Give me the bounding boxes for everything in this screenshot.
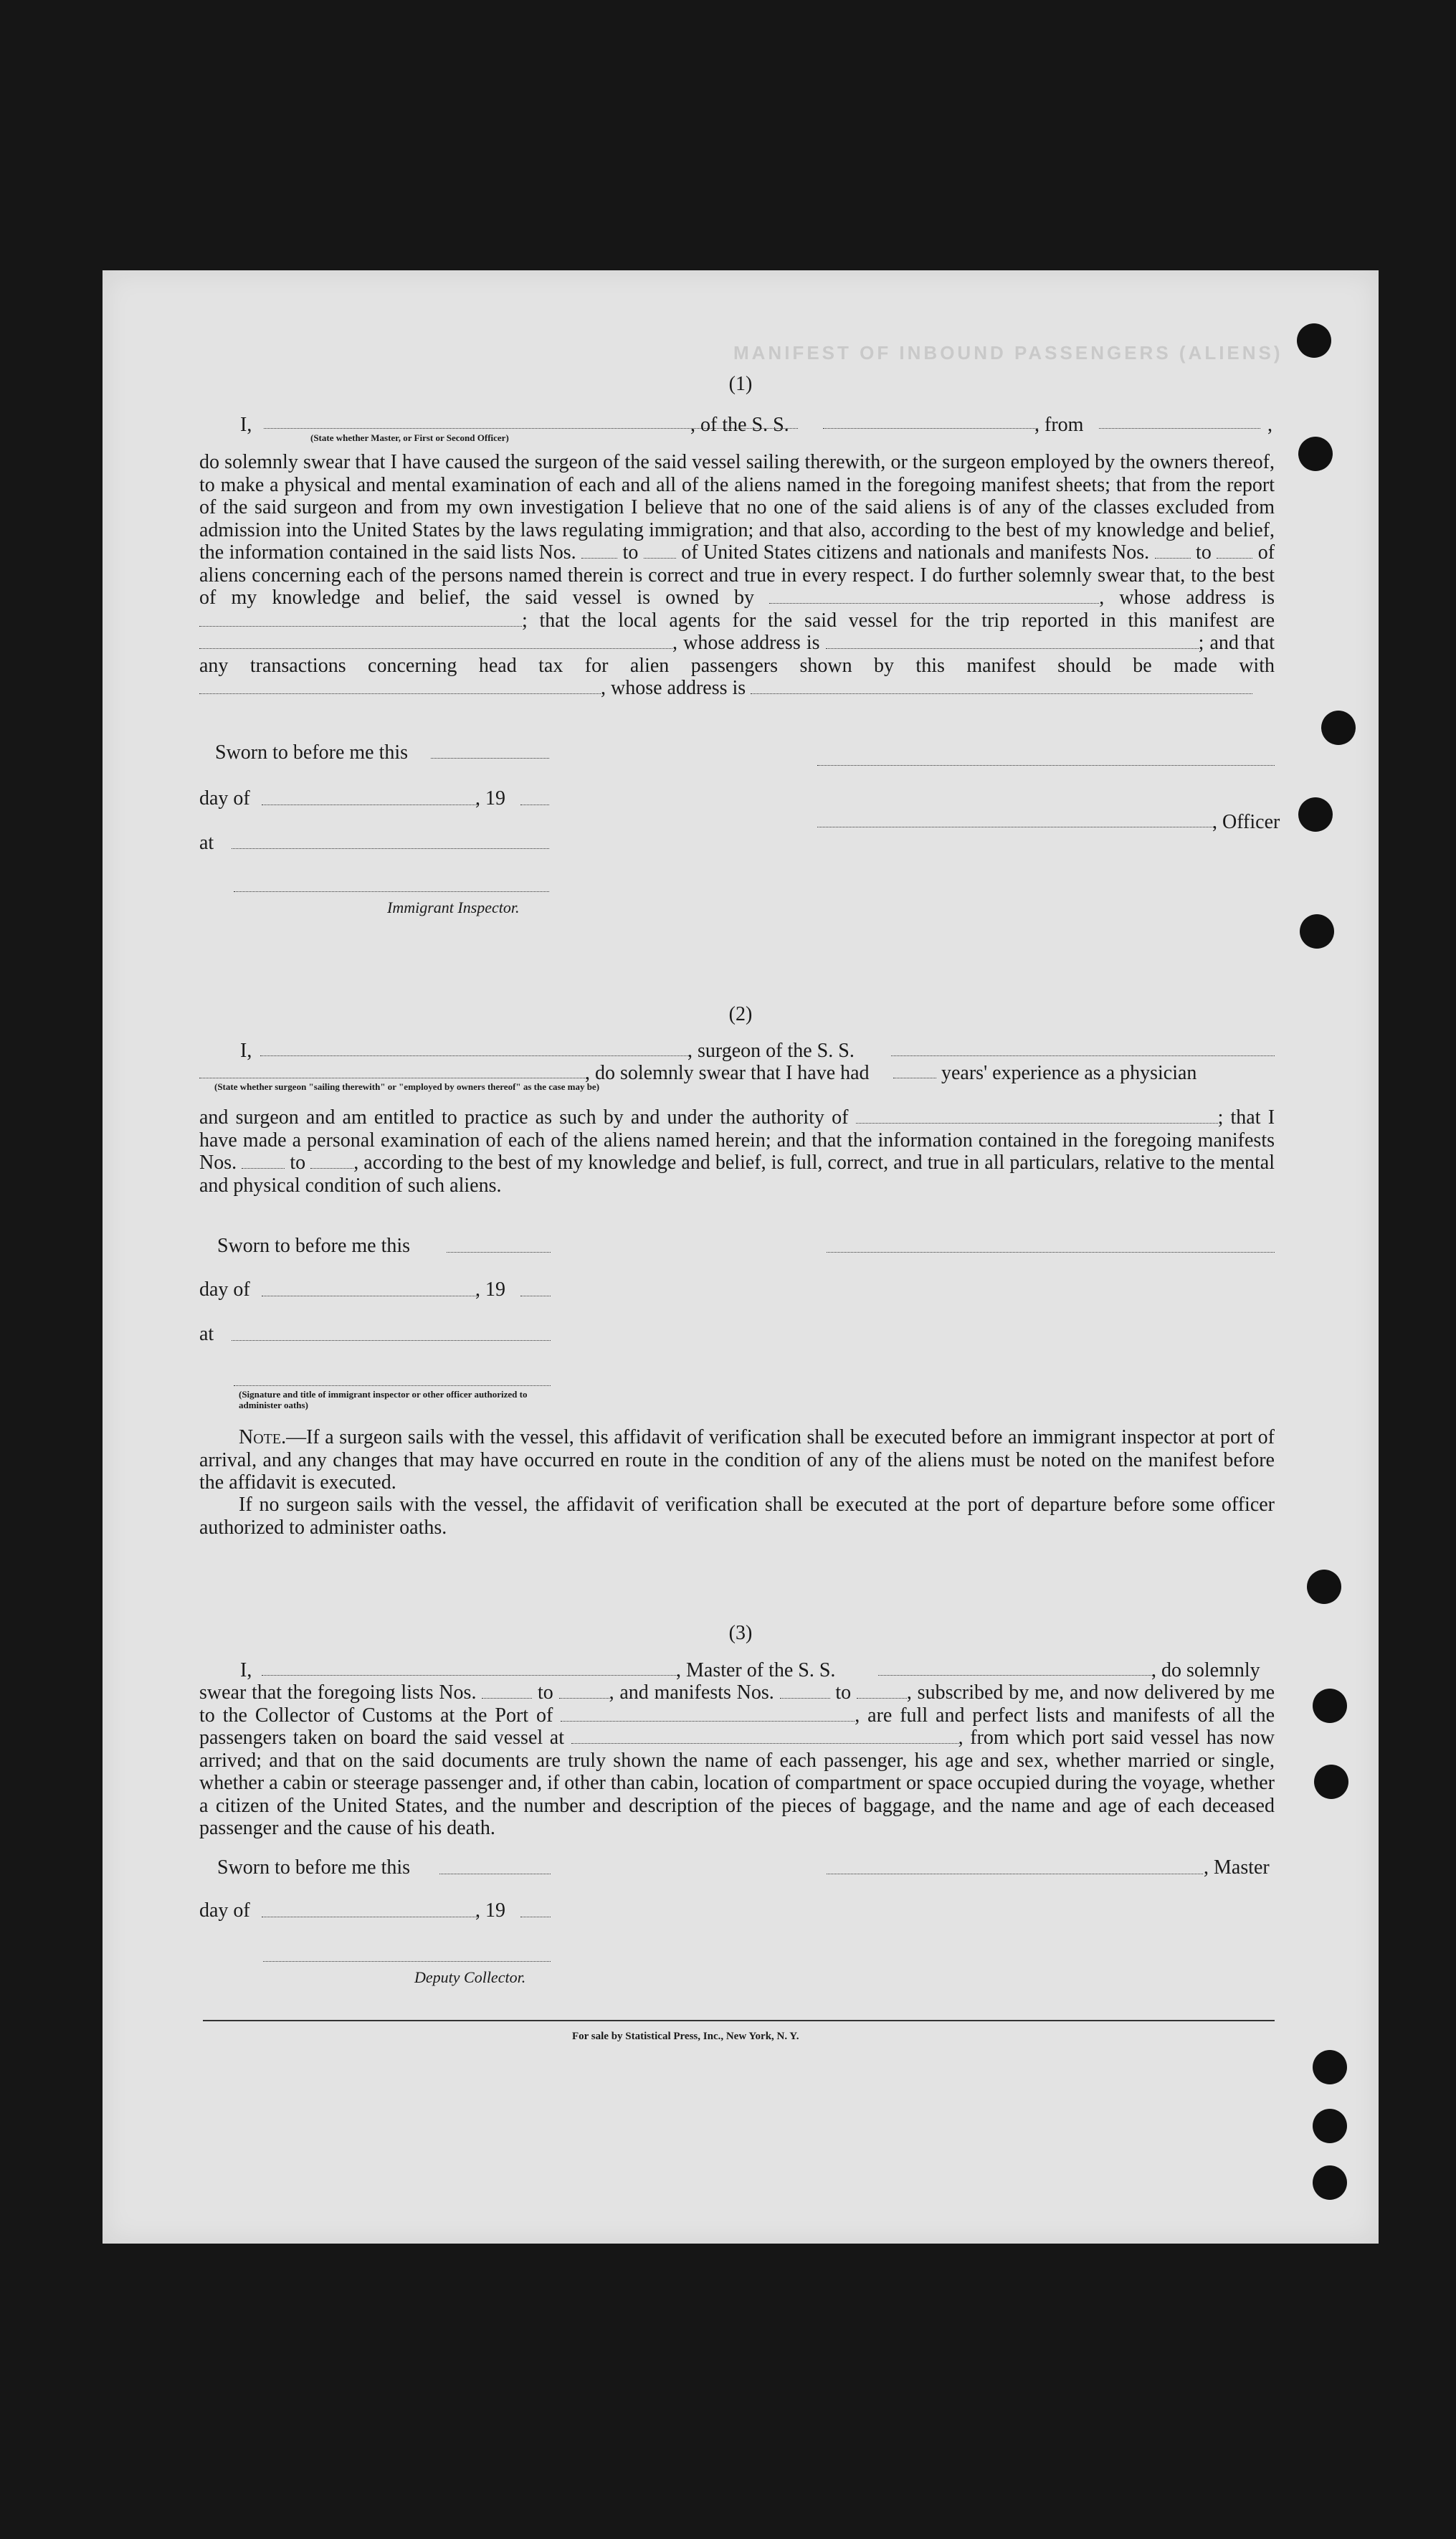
footer-rule xyxy=(203,2020,1275,2021)
s2-signature-blank[interactable] xyxy=(827,1252,1275,1253)
s3-vessel-at-blank[interactable] xyxy=(571,1729,958,1744)
s2-sig-note: (Signature and title of immigrant inspector or other officer authorized to administer oaths) xyxy=(239,1389,528,1410)
s1-manifests-to-blank[interactable] xyxy=(1217,544,1252,559)
s3-manifests-from-blank[interactable] xyxy=(780,1684,830,1699)
s3-name-blank[interactable] xyxy=(262,1675,677,1676)
s1-para-c: of aliens concerning each of the persons named therein is correct and true in every respect. I do further solemnly swear that, to the best of my knowledge and belief, the said vessel is owned by xyxy=(199,541,1275,609)
s1-whose-address: , whose address is xyxy=(1099,587,1275,609)
s2-to: to xyxy=(290,1152,306,1174)
s1-signature-blank[interactable] xyxy=(817,765,1275,766)
s2-surgeon-label: , surgeon of the S. S. xyxy=(687,1040,855,1062)
s1-para-a: do solemnly swear that I have caused the surgeon of the said vessel sailing therewith, or the surgeon employed by the owners thereof, to make a physical and mental examination of each and all of the aliens named in the foregoing manifest sheets; that from the report of the said surgeon and from my own investigation I believe that no one of the said aliens is of any of the classes excluded from admission into the United States by the laws regulating immigration; and that also, according to the best of my knowledge and belief, the information contained in the said lists Nos. xyxy=(199,451,1275,564)
s1-to-2: to xyxy=(1196,541,1212,564)
s2-note-text: —If a surgeon sails with the vessel, this affidavit of verification shall be executed before an immigrant inspector at port of arrival, and any changes that may have occurred en route in the condition of any of the aliens must be noted on the manifest before the affidavit is executed. xyxy=(199,1426,1275,1494)
s3-day-of: day of xyxy=(199,1899,250,1922)
s3-para-a: swear that the foregoing lists Nos. xyxy=(199,1681,477,1704)
s1-whose-address-3: , whose address is xyxy=(601,677,746,699)
s2-semicolon: ; xyxy=(1217,1106,1224,1129)
s1-sworn-blank[interactable] xyxy=(431,758,549,759)
s1-headtax-blank[interactable] xyxy=(199,679,601,694)
s3-deputy: Deputy Collector. xyxy=(414,1968,526,1986)
s1-inspector-sign-blank[interactable] xyxy=(234,891,549,892)
s2-do-swear: , do solemnly swear that I have had xyxy=(585,1062,870,1084)
s1-agents-blank[interactable] xyxy=(199,634,672,649)
punch-hole xyxy=(1313,2165,1347,2200)
s2-sworn: Sworn to before me this xyxy=(217,1235,411,1257)
punch-hole xyxy=(1307,1570,1341,1604)
s2-i: I, xyxy=(240,1040,252,1062)
s1-lists-from-blank[interactable] xyxy=(581,544,617,559)
s1-year: , 19 xyxy=(475,787,505,810)
s1-agents-address-blank[interactable] xyxy=(826,634,1199,649)
s3-to: to xyxy=(538,1681,553,1704)
section-3-number: (3) xyxy=(728,1622,753,1644)
s3-end: , do solemnly xyxy=(1151,1659,1260,1681)
s1-ss-blank[interactable] xyxy=(823,428,1038,429)
s3-master-label: , Master of the S. S. xyxy=(676,1659,836,1681)
s1-para-d: that the local agents for the said vessel for the trip reported in this manifest are xyxy=(539,609,1275,632)
s3-manifests-to-blank[interactable] xyxy=(857,1684,907,1699)
s3-para-c: , subscribed by me, and now delivered by me to the Collector of Customs at the Port of xyxy=(199,1681,1275,1727)
s1-sworn: Sworn to before me this xyxy=(215,741,409,764)
s2-year: , 19 xyxy=(475,1278,505,1301)
s2-capacity-note: (State whether surgeon "sailing therewith" or "employed by owners thereof" as the case may be) xyxy=(214,1081,600,1092)
s3-lists-from-blank[interactable] xyxy=(482,1684,532,1699)
s3-year: , 19 xyxy=(475,1899,505,1922)
s1-from-blank[interactable] xyxy=(1099,428,1260,429)
s2-name-blank[interactable] xyxy=(260,1055,690,1056)
s3-master: , Master xyxy=(1204,1856,1270,1879)
punch-hole xyxy=(1298,437,1333,471)
punch-hole xyxy=(1298,797,1333,832)
punch-hole xyxy=(1321,711,1356,745)
s1-i: I, xyxy=(240,414,252,436)
punch-hole xyxy=(1313,2109,1347,2143)
punch-hole xyxy=(1300,914,1334,949)
s1-comma: , xyxy=(672,632,677,654)
s2-note-para-2 xyxy=(199,1494,1275,1539)
s2-note-para xyxy=(199,1426,1275,1494)
s1-at: at xyxy=(199,832,214,854)
s2-body xyxy=(199,1106,1275,1197)
s2-note-label: Note. xyxy=(239,1426,287,1448)
s2-day-of: day of xyxy=(199,1278,250,1301)
s2-sig-blank[interactable] xyxy=(234,1385,551,1386)
s3-port-blank[interactable] xyxy=(561,1707,855,1722)
s1-officer: , Officer xyxy=(1212,811,1280,833)
s2-sworn-blank[interactable] xyxy=(447,1252,551,1253)
s2-years: years' experience as a physician xyxy=(941,1062,1197,1084)
s1-body xyxy=(199,451,1275,700)
s2-manifests-to-blank[interactable] xyxy=(310,1154,353,1169)
s2-note-text-2: If no surgeon sails with the vessel, the affidavit of verification shall be executed at the port of departure before some officer authorized to administer oaths. xyxy=(199,1494,1275,1539)
s1-semicolon: ; xyxy=(522,609,528,632)
s2-para-c: , according to the best of my knowledge and belief, is full, correct, and true in all particulars, relative to the mental and physical condition of such aliens. xyxy=(199,1152,1275,1197)
s1-owner-address-blank[interactable] xyxy=(199,612,522,627)
s1-owner-blank[interactable] xyxy=(769,589,1099,604)
s3-para-e: , from which port said vessel has now arrived; and that on the said documents are truly shown the name of each passenger, his age and sex, whether married or single, whether a cabin or steerage passenger and, if other than cabin, location of compartment or space occupied during the voyage, whether a citizen of the United States, and the number and description of the pieces of baggage, and the name and age of each deceased passenger and the cause of his death. xyxy=(199,1727,1275,1839)
footer-publisher: For sale by Statistical Press, Inc., New York, N. Y. xyxy=(572,2031,799,2042)
s3-body xyxy=(199,1681,1275,1840)
s1-day-of: day of xyxy=(199,787,250,810)
s1-at-blank[interactable] xyxy=(232,848,549,849)
punch-hole xyxy=(1313,1689,1347,1723)
s2-at-blank[interactable] xyxy=(232,1340,551,1341)
s1-headtax-address-blank[interactable] xyxy=(751,679,1252,694)
section-1-number: (1) xyxy=(728,373,753,395)
punch-hole xyxy=(1313,2050,1347,2084)
s2-at: at xyxy=(199,1323,214,1345)
s1-whose-address-2: whose address is xyxy=(683,632,820,654)
s3-i: I, xyxy=(240,1659,252,1681)
s1-lists-to-blank[interactable] xyxy=(644,544,676,559)
form-page xyxy=(103,270,1379,2244)
s2-authority-blank[interactable] xyxy=(856,1109,1218,1124)
s1-para-b: of United States citizens and nationals and manifests Nos. xyxy=(681,541,1150,564)
s1-to: to xyxy=(622,541,639,564)
s1-ss-label: , of the S. S. xyxy=(690,414,789,436)
s1-end-comma: , xyxy=(1267,414,1272,436)
s1-manifests-from-blank[interactable] xyxy=(1155,544,1191,559)
s3-ss-blank[interactable] xyxy=(878,1675,1153,1676)
s2-ss-blank[interactable] xyxy=(891,1055,1275,1056)
s3-para-d: , are full and perfect lists and manifests of all the passengers taken on board the said vessel at xyxy=(199,1704,1275,1749)
punch-hole xyxy=(1297,323,1331,358)
section-2-number: (2) xyxy=(728,1003,753,1025)
ghost-header: MANIFEST OF INBOUND PASSENGERS (ALIENS) xyxy=(733,342,1283,364)
s3-to-2: to xyxy=(835,1681,852,1704)
s2-para-b: that I have made a personal examination of each of the aliens named herein; and that the information contained in the foregoing manifests Nos. xyxy=(199,1106,1275,1174)
s1-from-label: , from xyxy=(1034,414,1084,436)
s1-inspector: Immigrant Inspector. xyxy=(387,898,520,916)
s3-lists-to-blank[interactable] xyxy=(559,1684,609,1699)
s2-para-a: and surgeon and am entitled to practice as such by and under the authority of xyxy=(199,1106,849,1129)
s1-officer-note: (State whether Master, or First or Second Officer) xyxy=(310,432,509,443)
s2-manifests-from-blank[interactable] xyxy=(242,1154,285,1169)
punch-hole xyxy=(1314,1765,1348,1799)
s3-sworn: Sworn to before me this xyxy=(217,1856,411,1879)
s3-deputy-sign-blank[interactable] xyxy=(263,1961,551,1962)
s1-para-e: ; and that any transactions concerning head tax for alien passengers shown by this manifest should be made with xyxy=(199,632,1275,677)
s3-para-b: , and manifests Nos. xyxy=(609,1681,774,1704)
